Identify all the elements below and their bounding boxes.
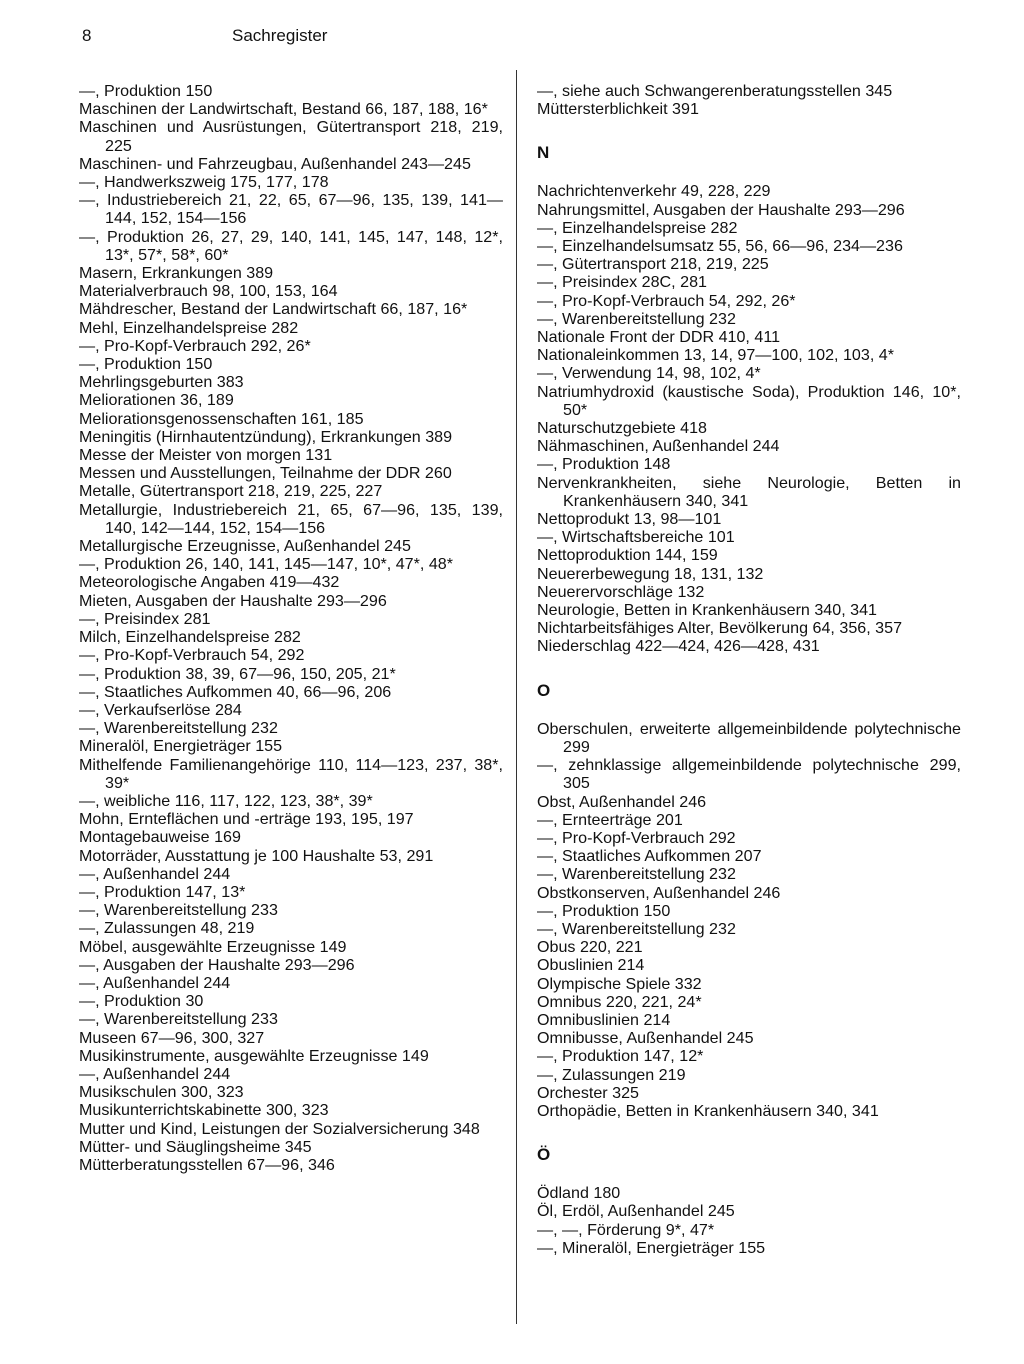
index-entry: Orchester 325 bbox=[537, 1083, 639, 1102]
index-entry: Mütter- und Säuglingsheime 345 bbox=[79, 1137, 312, 1156]
index-entry: —, Gütertransport 218, 219, 225 bbox=[537, 255, 769, 274]
index-column-right bbox=[537, 82, 961, 1257]
section-letter-oe: Ö bbox=[537, 1145, 551, 1165]
index-entry: Maschinen der Landwirtschaft, Bestand 66, 187, 188, 16* bbox=[79, 100, 488, 119]
index-entry: Nettoprodukt 13, 98—101 bbox=[537, 510, 722, 529]
index-entry: —, siehe auch Schwangerenberatungsstellen 345 bbox=[537, 82, 893, 100]
index-entry: Maschinen und Ausrüstungen, Gütertransport 218, 219, 225 bbox=[79, 118, 503, 155]
index-entry: Montagebauweise 169 bbox=[79, 828, 241, 847]
section-m-continued bbox=[537, 82, 961, 118]
index-entry: —, Verwendung 14, 98, 102, 4* bbox=[537, 364, 761, 383]
index-entry: Ödland 180 bbox=[537, 1184, 621, 1203]
index-entry: Museen 67—96, 300, 327 bbox=[79, 1028, 265, 1047]
index-entry: Mehl, Einzelhandelspreise 282 bbox=[79, 318, 299, 337]
index-entry: —, Staatliches Aufkommen 207 bbox=[537, 847, 762, 866]
index-entry: —, Produktion 26, 140, 141, 145—147, 10*, 47*, 48* bbox=[79, 555, 453, 574]
page-number: 8 bbox=[82, 26, 92, 45]
index-entry: Materialverbrauch 98, 100, 153, 164 bbox=[79, 282, 338, 301]
index-entry: —, Preisindex 28C, 281 bbox=[537, 273, 707, 292]
index-entry: Orthopädie, Betten in Krankenhäusern 340, 341 bbox=[537, 1101, 879, 1120]
index-entry: —, Warenbereitstellung 232 bbox=[537, 919, 736, 938]
index-entry: Meliorationen 36, 189 bbox=[79, 391, 234, 410]
index-entry: —, Produktion 150 bbox=[537, 901, 671, 920]
index-entry: —, weibliche 116, 117, 122, 123, 38*, 39* bbox=[79, 791, 373, 810]
index-entry: —, Produktion 147, 12* bbox=[537, 1047, 704, 1066]
index-entry: Meteorologische Angaben 419—432 bbox=[79, 573, 340, 592]
index-entry: —, Produktion 38, 39, 67—96, 150, 205, 21* bbox=[79, 664, 396, 683]
page-header bbox=[82, 26, 327, 46]
index-entry: —, Warenbereitstellung 232 bbox=[537, 309, 736, 328]
index-entry: Oberschulen, erweiterte allgemeinbildende polytechnische 299 bbox=[537, 719, 961, 756]
index-entry: Nähmaschinen, Außenhandel 244 bbox=[537, 437, 780, 456]
section-o-entries bbox=[537, 720, 961, 1120]
index-entry: —, Produktion 150 bbox=[79, 355, 213, 374]
index-entry: Obuslinien 214 bbox=[537, 956, 645, 975]
index-entry: Metalle, Gütertransport 218, 219, 225, 227 bbox=[79, 482, 383, 501]
index-entry: —, Industriebereich 21, 22, 65, 67—96, 135, 139, 141—144, 152, 154—156 bbox=[79, 191, 503, 228]
index-entry: —, Produktion 26, 27, 29, 140, 141, 145, 147, 148, 12*, 13*, 57*, 58*, 60* bbox=[79, 227, 503, 264]
page-title: Sachregister bbox=[232, 26, 328, 45]
index-entry: Mütterberatungsstellen 67—96, 346 bbox=[79, 1155, 335, 1174]
index-entry: —, Außenhandel 244 bbox=[79, 973, 231, 992]
index-entry: Meningitis (Hirnhautentzündung), Erkrankungen 389 bbox=[79, 427, 453, 446]
index-entry: Obus 220, 221 bbox=[537, 938, 643, 957]
index-entry: —, Produktion 30 bbox=[79, 992, 204, 1011]
index-entry: Nachrichtenverkehr 49, 228, 229 bbox=[537, 182, 771, 201]
section-letter-n: N bbox=[537, 143, 550, 163]
index-entry: Nichtarbeitsfähiges Alter, Bevölkerung 64, 356, 357 bbox=[537, 619, 903, 638]
index-entry: —, Zulassungen 48, 219 bbox=[79, 919, 255, 938]
index-entry: Mieten, Ausgaben der Haushalte 293—296 bbox=[79, 591, 387, 610]
index-entry: Nervenkrankheiten, siehe Neurologie, Betten in Krankenhäusern 340, 341 bbox=[537, 473, 961, 510]
index-entry: Metallurgie, Industriebereich 21, 65, 67—96, 135, 139, 140, 142—144, 152, 154—156 bbox=[79, 500, 503, 537]
section-n-entries bbox=[537, 182, 961, 655]
index-entry: Nationaleinkommen 13, 14, 97—100, 102, 103, 4* bbox=[537, 346, 894, 365]
section-letter-o: O bbox=[537, 680, 551, 700]
index-entry: Natriumhydroxid (kaustische Soda), Produktion 146, 10*, 50* bbox=[537, 382, 961, 419]
index-entry: Möbel, ausgewählte Erzeugnisse 149 bbox=[79, 937, 347, 956]
index-column-left bbox=[79, 82, 503, 1174]
index-entry: Motorräder, Ausstattung je 100 Haushalte 53, 291 bbox=[79, 846, 434, 865]
index-entry: —, Staatliches Aufkommen 40, 66—96, 206 bbox=[79, 682, 392, 701]
index-entry: Nationale Front der DDR 410, 411 bbox=[537, 328, 781, 347]
index-entry: —, Pro-Kopf-Verbrauch 292, 26* bbox=[79, 336, 311, 355]
index-entry: —, zehnklassige allgemeinbildende polytechnische 299, 305 bbox=[537, 756, 961, 793]
index-entry: Obstkonserven, Außenhandel 246 bbox=[537, 883, 781, 902]
index-entry: —, Warenbereitstellung 233 bbox=[79, 901, 278, 920]
index-entry: —, Zulassungen 219 bbox=[537, 1065, 686, 1084]
index-entry: —, Produktion 147, 13* bbox=[79, 882, 246, 901]
index-entry: Omnibuslinien 214 bbox=[537, 1010, 671, 1029]
index-entry: Niederschlag 422—424, 426—428, 431 bbox=[537, 637, 820, 656]
index-entry: —, Warenbereitstellung 232 bbox=[537, 865, 736, 884]
index-entry: —, Mineralöl, Energieträger 155 bbox=[537, 1238, 766, 1257]
index-entry: Nahrungsmittel, Ausgaben der Haushalte 293—296 bbox=[537, 200, 905, 219]
index-entry: Obst, Außenhandel 246 bbox=[537, 792, 707, 811]
index-entry: —, Verkaufserlöse 284 bbox=[79, 700, 242, 719]
index-entry: Milch, Einzelhandelspreise 282 bbox=[79, 628, 301, 647]
index-entry: Nettoproduktion 144, 159 bbox=[537, 546, 718, 565]
index-entry: Öl, Erdöl, Außenhandel 245 bbox=[537, 1202, 735, 1221]
index-entry: —, Warenbereitstellung 232 bbox=[79, 719, 278, 738]
index-entry: Messen und Ausstellungen, Teilnahme der DDR 260 bbox=[79, 464, 452, 483]
index-entry: —, Ernteerträge 201 bbox=[537, 810, 683, 829]
index-entry: Müttersterblichkeit 391 bbox=[537, 100, 699, 119]
index-entry: —, Preisindex 281 bbox=[79, 609, 211, 628]
index-entry: Omnibus 220, 221, 24* bbox=[537, 992, 702, 1011]
index-entry: Naturschutzgebiete 418 bbox=[537, 419, 707, 438]
index-entry: —, Handwerkszweig 175, 177, 178 bbox=[79, 173, 329, 192]
index-entry: Neuerervorschläge 132 bbox=[537, 582, 705, 601]
index-entry: —, Pro-Kopf-Verbrauch 54, 292 bbox=[79, 646, 305, 665]
index-entry: Mineralöl, Energieträger 155 bbox=[79, 737, 283, 756]
index-entry: —, Einzelhandelsumsatz 55, 56, 66—96, 234—236 bbox=[537, 237, 903, 256]
index-entry: —, Produktion 148 bbox=[537, 455, 671, 474]
index-entry: Mohn, Ernteflächen und -erträge 193, 195, 197 bbox=[79, 810, 414, 829]
index-entry: Musikschulen 300, 323 bbox=[79, 1083, 244, 1102]
index-entry: Messe der Meister von morgen 131 bbox=[79, 446, 333, 465]
index-entry: Musikinstrumente, ausgewählte Erzeugnisse 149 bbox=[79, 1046, 429, 1065]
column-divider bbox=[516, 70, 517, 1324]
index-entry: Masern, Erkrankungen 389 bbox=[79, 264, 274, 283]
index-entry: Metallurgische Erzeugnisse, Außenhandel 245 bbox=[79, 537, 411, 556]
index-entry: —, Produktion 150 bbox=[79, 82, 213, 100]
index-entry: Maschinen- und Fahrzeugbau, Außenhandel 243—245 bbox=[79, 154, 471, 173]
index-entry: Mithelfende Familienangehörige 110, 114—123, 237, 38*, 39* bbox=[79, 755, 503, 792]
index-entry: —, Pro-Kopf-Verbrauch 54, 292, 26* bbox=[537, 291, 796, 310]
index-entry: —, Wirtschaftsbereiche 101 bbox=[537, 528, 735, 547]
index-entry: Mehrlingsgeburten 383 bbox=[79, 373, 244, 392]
index-entry: Olympische Spiele 332 bbox=[537, 974, 702, 993]
index-entry: —, Außenhandel 244 bbox=[79, 1064, 231, 1083]
index-entry: Omnibusse, Außenhandel 245 bbox=[537, 1029, 754, 1048]
index-entry: Meliorationsgenossenschaften 161, 185 bbox=[79, 409, 364, 428]
section-oe-entries bbox=[537, 1184, 961, 1257]
index-entry: —, Warenbereitstellung 233 bbox=[79, 1010, 278, 1029]
index-entry: —, Außenhandel 244 bbox=[79, 864, 231, 883]
index-entry: —, Pro-Kopf-Verbrauch 292 bbox=[537, 828, 736, 847]
index-entry: —, Einzelhandelspreise 282 bbox=[537, 218, 738, 237]
index-entry: Mutter und Kind, Leistungen der Sozialversicherung 348 bbox=[79, 1119, 480, 1138]
index-entry: —, Ausgaben der Haushalte 293—296 bbox=[79, 955, 355, 974]
index-entry: Mähdrescher, Bestand der Landwirtschaft 66, 187, 16* bbox=[79, 300, 468, 319]
index-entry: Neuererbewegung 18, 131, 132 bbox=[537, 564, 764, 583]
index-entry: —, —, Förderung 9*, 47* bbox=[537, 1220, 715, 1239]
index-entry: Neurologie, Betten in Krankenhäusern 340, 341 bbox=[537, 601, 877, 620]
index-entry: Musikunterrichtskabinette 300, 323 bbox=[79, 1101, 329, 1120]
